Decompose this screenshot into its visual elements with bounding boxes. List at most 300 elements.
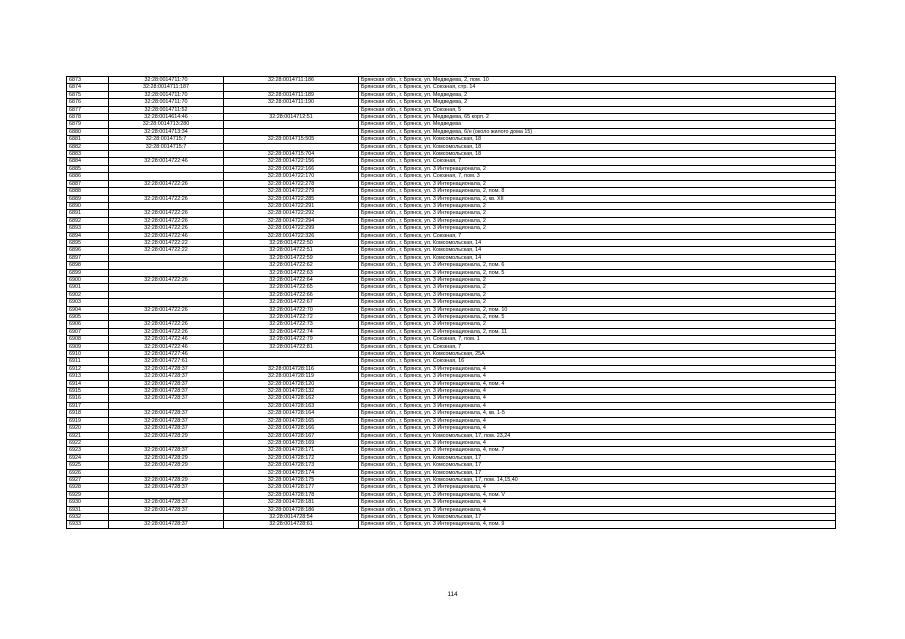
row-number-cell: 6890 — [67, 202, 109, 209]
row-number-cell: 6931 — [67, 506, 109, 513]
table-row — [67, 417, 836, 424]
table-row — [67, 114, 836, 121]
parcel-number-cell — [109, 165, 224, 172]
address-cell: Брянская обл., г. Брянск, ул. 3 Интернационала, 4, пом. 9 — [359, 521, 836, 528]
address-cell: Брянская обл., г. Брянск, ул. Комсомольская, 17 — [359, 513, 836, 520]
parcel-number-cell: 32:28:0014728:37 — [109, 380, 224, 387]
object-number-cell: 32:28:0014728:172 — [224, 454, 359, 461]
address-cell: Брянская обл., г. Брянск, ул. Комсомольская, 18 — [359, 151, 836, 158]
parcel-number-cell: 32:28:0014722:46 — [109, 158, 224, 165]
object-number-cell: 32:28:0014722:66 — [224, 291, 359, 298]
address-cell: Брянская обл., г. Брянск, ул. Медведева, 6/н (около жилого дома 15) — [359, 128, 836, 135]
object-number-cell: 32:28:0014722:63 — [224, 269, 359, 276]
parcel-number-cell: 32:28:0014728:37 — [109, 484, 224, 491]
table-row — [67, 158, 836, 165]
row-number-cell: 6920 — [67, 425, 109, 432]
object-number-cell: 32:28:0014728:169 — [224, 439, 359, 446]
object-number-cell: 32:28:0014722:50 — [224, 239, 359, 246]
object-number-cell: 32:28:0014728:167 — [224, 432, 359, 439]
address-cell: Брянская обл., г. Брянск, ул. 3 Интернационала, 2 — [359, 165, 836, 172]
row-number-cell: 6887 — [67, 180, 109, 187]
address-cell: Брянская обл., г. Брянск, ул. 3 Интернационала, 2, пом. 5 — [359, 314, 836, 321]
table-row — [67, 314, 836, 321]
row-number-cell: 6933 — [67, 521, 109, 528]
address-cell: Брянская обл., г. Брянск, ул. Союзная, 16 — [359, 358, 836, 365]
object-number-cell: 32:28:0014722:166 — [224, 165, 359, 172]
table-row — [67, 143, 836, 150]
parcel-number-cell: 32:28:0014722:26 — [109, 225, 224, 232]
address-cell: Брянская обл., г. Брянск, ул. Комсомольская, 14 — [359, 247, 836, 254]
object-number-cell: 32:28:0014722:279 — [224, 188, 359, 195]
row-number-cell: 6886 — [67, 173, 109, 180]
table-body — [67, 77, 836, 529]
address-cell: Брянская обл., г. Брянск, ул. 3 Интернационала, 4, кв. 1-5 — [359, 410, 836, 417]
object-number-cell: 32:28:0014722:64 — [224, 276, 359, 283]
parcel-number-cell — [109, 469, 224, 476]
address-cell: Брянская обл., г. Брянск, ул. Союзная, 5 — [359, 106, 836, 113]
parcel-number-cell — [109, 262, 224, 269]
object-number-cell: 32:28:0014728:61 — [224, 521, 359, 528]
address-cell: Брянская обл., г. Брянск, ул. Медведева, 2, пом. 10 — [359, 77, 836, 84]
address-cell: Брянская обл., г. Брянск, ул. Союзная, 7 — [359, 343, 836, 350]
table-row — [67, 84, 836, 91]
parcel-number-cell — [109, 254, 224, 261]
object-number-cell: 32:28:0014728:166 — [224, 425, 359, 432]
row-number-cell: 6899 — [67, 269, 109, 276]
row-number-cell: 6902 — [67, 291, 109, 298]
row-number-cell: 6895 — [67, 239, 109, 246]
table-row — [67, 499, 836, 506]
parcel-number-cell: 32:28:0014728:29 — [109, 476, 224, 483]
address-cell: Брянская обл., г. Брянск, ул. 3 Интернационала, 2, пом. 8 — [359, 188, 836, 195]
address-cell: Брянская обл., г. Брянск, ул. 3 Интернационала, 2 — [359, 284, 836, 291]
parcel-number-cell: 32:28:0014711:187 — [109, 84, 224, 91]
cadastral-table — [66, 76, 836, 529]
address-cell: Брянская обл., г. Брянск, ул. 3 Интернационала, 2, кв. XII — [359, 195, 836, 202]
table-row — [67, 358, 836, 365]
table-row — [67, 506, 836, 513]
address-cell: Брянская обл., г. Брянск, ул. Союзная, 7 — [359, 158, 836, 165]
row-number-cell: 6928 — [67, 484, 109, 491]
object-number-cell — [224, 128, 359, 135]
row-number-cell: 6885 — [67, 165, 109, 172]
address-cell: Брянская обл., г. Брянск, ул. 3 Интернационала, 4 — [359, 402, 836, 409]
address-cell: Брянская обл., г. Брянск, ул. 3 Интернационала, 4 — [359, 484, 836, 491]
address-cell: Брянская обл., г. Брянск, ул. Комсомольская, 18 — [359, 136, 836, 143]
address-cell: Брянская обл., г. Брянск, ул. Комсомольская, 17 — [359, 462, 836, 469]
table-row — [67, 439, 836, 446]
address-cell: Брянская обл., г. Брянск, ул. Комсомольская, 17 — [359, 454, 836, 461]
row-number-cell: 6891 — [67, 210, 109, 217]
address-cell: Брянская обл., г. Брянск, ул. 3 Интернационала, 4, пом. V — [359, 491, 836, 498]
row-number-cell: 6888 — [67, 188, 109, 195]
object-number-cell: 32:28:0014722:81 — [224, 343, 359, 350]
row-number-cell: 6909 — [67, 343, 109, 350]
table-row — [67, 173, 836, 180]
table-row — [67, 432, 836, 439]
object-number-cell: 32:28:0014712:51 — [224, 114, 359, 121]
row-number-cell: 6910 — [67, 351, 109, 358]
table-row — [67, 106, 836, 113]
row-number-cell: 6927 — [67, 476, 109, 483]
table-row — [67, 151, 836, 158]
address-cell: Брянская обл., г. Брянск, ул. 3 Интернационала, 4 — [359, 388, 836, 395]
parcel-number-cell: 32:28:0014728:37 — [109, 499, 224, 506]
parcel-number-cell: 32:28:0014728:37 — [109, 410, 224, 417]
row-number-cell: 6916 — [67, 395, 109, 402]
parcel-number-cell: 32:28:0014713:34 — [109, 128, 224, 135]
row-number-cell: 6921 — [67, 432, 109, 439]
parcel-number-cell: 32:28:0014711:70 — [109, 91, 224, 98]
object-number-cell: 32:28:0014722:67 — [224, 299, 359, 306]
parcel-number-cell: 32:28:0014722:22 — [109, 247, 224, 254]
table-row — [67, 99, 836, 106]
row-number-cell: 6884 — [67, 158, 109, 165]
address-cell: Брянская обл., г. Брянск, ул. 3 Интернационала, 4 — [359, 439, 836, 446]
object-number-cell — [224, 358, 359, 365]
parcel-number-cell: 32:28:0014722:26 — [109, 180, 224, 187]
row-number-cell: 6929 — [67, 491, 109, 498]
address-cell: Брянская обл., г. Брянск, ул. 3 Интернационала, 4 — [359, 365, 836, 372]
parcel-number-cell: 32:28:0014722:26 — [109, 217, 224, 224]
parcel-number-cell — [109, 513, 224, 520]
object-number-cell: 32:28:0014728:132 — [224, 388, 359, 395]
address-cell: Брянская обл., г. Брянск, ул. 3 Интернационала, 2 — [359, 202, 836, 209]
parcel-number-cell: 32:28:0014711:70 — [109, 77, 224, 84]
table-row — [67, 476, 836, 483]
address-cell: Брянская обл., г. Брянск, ул. 3 Интернационала, 4 — [359, 506, 836, 513]
parcel-number-cell — [109, 291, 224, 298]
address-cell: Брянская обл., г. Брянск, ул. 3 Интернационала, 2, пом. 10 — [359, 306, 836, 313]
table-row — [67, 254, 836, 261]
table-row — [67, 351, 836, 358]
table-row — [67, 247, 836, 254]
parcel-number-cell: 32:28:0014715:7 — [109, 136, 224, 143]
address-cell: Брянская обл., г. Брянск, ул. 3 Интернационала, 4, пом. 4 — [359, 380, 836, 387]
row-number-cell: 6924 — [67, 454, 109, 461]
parcel-number-cell: 32:28:0014728:29 — [109, 454, 224, 461]
row-number-cell: 6875 — [67, 91, 109, 98]
address-cell: Брянская обл., г. Брянск, ул. Комсомольская, 25А — [359, 351, 836, 358]
object-number-cell: 32:28:0014722:294 — [224, 217, 359, 224]
table-row — [67, 262, 836, 269]
table-row — [67, 321, 836, 328]
address-cell: Брянская обл., г. Брянск, ул. Союзная, стр. 14 — [359, 84, 836, 91]
object-number-cell: 32:28:0014715:704 — [224, 151, 359, 158]
table-row — [67, 402, 836, 409]
table-row — [67, 306, 836, 313]
page-number: 114 — [447, 591, 458, 598]
row-number-cell: 6913 — [67, 373, 109, 380]
object-number-cell: 32:28:0014728:174 — [224, 469, 359, 476]
parcel-number-cell: 32:28:0014711:52 — [109, 106, 224, 113]
object-number-cell: 32:28:0014722:292 — [224, 210, 359, 217]
object-number-cell: 32:28:0014728:171 — [224, 447, 359, 454]
object-number-cell: 32:28:0014711:189 — [224, 91, 359, 98]
object-number-cell: 32:28:0014728:177 — [224, 484, 359, 491]
object-number-cell: 32:28:0014722:291 — [224, 202, 359, 209]
table-row — [67, 513, 836, 520]
table-row — [67, 491, 836, 498]
table-row — [67, 239, 836, 246]
address-cell: Брянская обл., г. Брянск, ул. Медведева, 65 корп. 2 — [359, 114, 836, 121]
row-number-cell: 6907 — [67, 328, 109, 335]
object-number-cell: 32:28:0014728:162 — [224, 395, 359, 402]
object-number-cell: 32:28:0014728:178 — [224, 491, 359, 498]
row-number-cell: 6903 — [67, 299, 109, 306]
object-number-cell: 32:28:0014715:505 — [224, 136, 359, 143]
table-row — [67, 284, 836, 291]
row-number-cell: 6893 — [67, 225, 109, 232]
table-row — [67, 121, 836, 128]
parcel-number-cell — [109, 314, 224, 321]
address-cell: Брянская обл., г. Брянск, ул. 3 Интернационала, 4 — [359, 417, 836, 424]
table-row — [67, 336, 836, 343]
parcel-number-cell — [109, 151, 224, 158]
row-number-cell: 6930 — [67, 499, 109, 506]
table-row — [67, 202, 836, 209]
object-number-cell: 32:28:0014722:51 — [224, 247, 359, 254]
object-number-cell: 32:28:0014722:73 — [224, 321, 359, 328]
table-row — [67, 328, 836, 335]
parcel-number-cell: 32:28:0014728:37 — [109, 395, 224, 402]
parcel-number-cell: 32:28:0014727:46 — [109, 351, 224, 358]
table-row — [67, 195, 836, 202]
table-row — [67, 188, 836, 195]
row-number-cell: 6925 — [67, 462, 109, 469]
table-row — [67, 469, 836, 476]
row-number-cell: 6889 — [67, 195, 109, 202]
parcel-number-cell — [109, 299, 224, 306]
row-number-cell: 6918 — [67, 410, 109, 417]
table-row — [67, 365, 836, 372]
parcel-number-cell: 32:28:0014722:46 — [109, 343, 224, 350]
parcel-number-cell: 32:28:0014614:46 — [109, 114, 224, 121]
parcel-number-cell: 32:28:0014722:26 — [109, 321, 224, 328]
row-number-cell: 6926 — [67, 469, 109, 476]
row-number-cell: 6881 — [67, 136, 109, 143]
row-number-cell: 6922 — [67, 439, 109, 446]
object-number-cell: 32:28:0014728:181 — [224, 499, 359, 506]
address-cell: Брянская обл., г. Брянск, ул. Комсомольская, 14 — [359, 239, 836, 246]
row-number-cell: 6917 — [67, 402, 109, 409]
object-number-cell: 32:28:0014722:72 — [224, 314, 359, 321]
row-number-cell: 6905 — [67, 314, 109, 321]
address-cell: Брянская обл., г. Брянск, ул. 3 Интернационала, 2 — [359, 217, 836, 224]
parcel-number-cell: 32:28:0014722:26 — [109, 210, 224, 217]
table-row — [67, 232, 836, 239]
address-cell: Брянская обл., г. Брянск, ул. Медведева, 2 — [359, 99, 836, 106]
row-number-cell: 6877 — [67, 106, 109, 113]
row-number-cell: 6897 — [67, 254, 109, 261]
table-row — [67, 165, 836, 172]
address-cell: Брянская обл., г. Брянск, ул. Комсомольская, 17 — [359, 469, 836, 476]
object-number-cell: 32:28:0014722:59 — [224, 254, 359, 261]
address-cell: Брянская обл., г. Брянск, ул. Комсомольская, 14 — [359, 254, 836, 261]
table-row — [67, 425, 836, 432]
row-number-cell: 6876 — [67, 99, 109, 106]
row-number-cell: 6908 — [67, 336, 109, 343]
object-number-cell: 32:28:0014722:62 — [224, 262, 359, 269]
address-cell: Брянская обл., г. Брянск, ул. 3 Интернационала, 2 — [359, 210, 836, 217]
address-cell: Брянская обл., г. Брянск, ул. Комсомольская, 18 — [359, 143, 836, 150]
row-number-cell: 6896 — [67, 247, 109, 254]
parcel-number-cell: 32:28:0014727:61 — [109, 358, 224, 365]
row-number-cell: 6900 — [67, 276, 109, 283]
object-number-cell — [224, 84, 359, 91]
object-number-cell: 32:28:0014722:70 — [224, 306, 359, 313]
object-number-cell: 32:28:0014728:163 — [224, 402, 359, 409]
row-number-cell: 6894 — [67, 232, 109, 239]
object-number-cell: 32:28:0014722:299 — [224, 225, 359, 232]
address-cell: Брянская обл., г. Брянск, ул. 3 Интернационала, 2 — [359, 180, 836, 187]
parcel-number-cell: 32:28:0014728:37 — [109, 417, 224, 424]
object-number-cell: 32:28:0014728:120 — [224, 380, 359, 387]
parcel-number-cell — [109, 284, 224, 291]
object-number-cell: 32:28:0014722:65 — [224, 284, 359, 291]
parcel-number-cell: 32:28:0014728:37 — [109, 521, 224, 528]
parcel-number-cell — [109, 491, 224, 498]
address-cell: Брянская обл., г. Брянск, ул. 3 Интернационала, 2, пом. 5 — [359, 269, 836, 276]
object-number-cell: 32:28:0014728:119 — [224, 373, 359, 380]
row-number-cell: 6919 — [67, 417, 109, 424]
row-number-cell: 6932 — [67, 513, 109, 520]
address-cell: Брянская обл., г. Брянск, ул. 3 Интернационала, 4, пом. 7 — [359, 447, 836, 454]
parcel-number-cell: 32:28:0014722:46 — [109, 336, 224, 343]
address-cell: Брянская обл., г. Брянск, ул. 3 Интернационала, 2, пом. 11 — [359, 328, 836, 335]
address-cell: Брянская обл., г. Брянск, ул. Медведева — [359, 121, 836, 128]
table-row — [67, 299, 836, 306]
parcel-number-cell: 32:28:0014728:37 — [109, 447, 224, 454]
object-number-cell: 32:28:0014728:54 — [224, 513, 359, 520]
table-row — [67, 410, 836, 417]
object-number-cell — [224, 106, 359, 113]
table-row — [67, 225, 836, 232]
row-number-cell: 6904 — [67, 306, 109, 313]
row-number-cell: 6873 — [67, 77, 109, 84]
object-number-cell: 32:28:0014722:74 — [224, 328, 359, 335]
address-cell: Брянская обл., г. Брянск, ул. 3 Интернационала, 4 — [359, 499, 836, 506]
object-number-cell: 32:28:0014728:116 — [224, 365, 359, 372]
object-number-cell: 32:28:0014722:285 — [224, 195, 359, 202]
address-cell: Брянская обл., г. Брянск, ул. 3 Интернационала, 2 — [359, 321, 836, 328]
address-cell: Брянская обл., г. Брянск, ул. Союзная, 7, пом. 3 — [359, 173, 836, 180]
object-number-cell: 32:28:0014728:165 — [224, 417, 359, 424]
object-number-cell — [224, 143, 359, 150]
object-number-cell: 32:28:0014711:186 — [224, 77, 359, 84]
table-row — [67, 343, 836, 350]
object-number-cell: 32:28:0014722:79 — [224, 336, 359, 343]
row-number-cell: 6882 — [67, 143, 109, 150]
parcel-number-cell: 32:28:0014728:29 — [109, 432, 224, 439]
row-number-cell: 6911 — [67, 358, 109, 365]
parcel-number-cell: 32:28:0014728:37 — [109, 365, 224, 372]
row-number-cell: 6892 — [67, 217, 109, 224]
address-cell: Брянская обл., г. Брянск, ул. 3 Интернационала, 2 — [359, 291, 836, 298]
table-row — [67, 217, 836, 224]
object-number-cell — [224, 121, 359, 128]
parcel-number-cell — [109, 402, 224, 409]
row-number-cell: 6878 — [67, 114, 109, 121]
object-number-cell: 32:28:0014728:173 — [224, 462, 359, 469]
object-number-cell — [224, 351, 359, 358]
parcel-number-cell: 32:28:0014728:29 — [109, 462, 224, 469]
parcel-number-cell: 32:28:0014722:46 — [109, 232, 224, 239]
address-cell: Брянская обл., г. Брянск, ул. Комсомольская, 17, пом. 14,15,40 — [359, 476, 836, 483]
address-cell: Брянская обл., г. Брянск, ул. 3 Интернационала, 2 — [359, 225, 836, 232]
object-number-cell: 32:28:0014722:278 — [224, 180, 359, 187]
address-cell: Брянская обл., г. Брянск, ул. 3 Интернационала, 2 — [359, 299, 836, 306]
parcel-number-cell — [109, 188, 224, 195]
table-row — [67, 91, 836, 98]
parcel-number-cell — [109, 202, 224, 209]
row-number-cell: 6874 — [67, 84, 109, 91]
address-cell: Брянская обл., г. Брянск, ул. 3 Интернационала, 4 — [359, 425, 836, 432]
address-cell: Брянская обл., г. Брянск, ул. Комсомольская, 17, пом. 23,24 — [359, 432, 836, 439]
table-row — [67, 395, 836, 402]
row-number-cell: 6923 — [67, 447, 109, 454]
parcel-number-cell — [109, 439, 224, 446]
address-cell: Брянская обл., г. Брянск, ул. 3 Интернационала, 4 — [359, 373, 836, 380]
address-cell: Брянская обл., г. Брянск, ул. Союзная, 7 — [359, 232, 836, 239]
table-row — [67, 388, 836, 395]
parcel-number-cell: 32:28:0014722:26 — [109, 276, 224, 283]
table-row — [67, 77, 836, 84]
object-number-cell: 32:28:0014728:186 — [224, 506, 359, 513]
parcel-number-cell — [109, 173, 224, 180]
parcel-number-cell: 32:28:0014713:280 — [109, 121, 224, 128]
table-row — [67, 180, 836, 187]
row-number-cell: 6912 — [67, 365, 109, 372]
table-row — [67, 454, 836, 461]
row-number-cell: 6898 — [67, 262, 109, 269]
parcel-number-cell: 32:28:0014715:7 — [109, 143, 224, 150]
row-number-cell: 6915 — [67, 388, 109, 395]
parcel-number-cell: 32:28:0014722:26 — [109, 195, 224, 202]
parcel-number-cell: 32:28:0014728:37 — [109, 388, 224, 395]
object-number-cell: 32:28:0014711:190 — [224, 99, 359, 106]
parcel-number-cell: 32:28:0014722:26 — [109, 306, 224, 313]
table-row — [67, 276, 836, 283]
object-number-cell: 32:28:0014728:164 — [224, 410, 359, 417]
table-row — [67, 484, 836, 491]
parcel-number-cell: 32:28:0014722:22 — [109, 239, 224, 246]
row-number-cell: 6914 — [67, 380, 109, 387]
row-number-cell: 6906 — [67, 321, 109, 328]
row-number-cell: 6880 — [67, 128, 109, 135]
table-row — [67, 373, 836, 380]
table-row — [67, 136, 836, 143]
table-row — [67, 291, 836, 298]
address-cell: Брянская обл., г. Брянск, ул. Союзная, 7, пом. 1 — [359, 336, 836, 343]
address-cell: Брянская обл., г. Брянск, ул. 3 Интернационала, 4 — [359, 395, 836, 402]
object-number-cell: 32:28:0014728:175 — [224, 476, 359, 483]
parcel-number-cell: 32:28:0014722:26 — [109, 328, 224, 335]
parcel-number-cell: 32:28:0014728:37 — [109, 506, 224, 513]
address-cell: Брянская обл., г. Брянск, ул. 3 Интернационала, 2, пом. 6 — [359, 262, 836, 269]
parcel-number-cell: 32:28:0014728:37 — [109, 373, 224, 380]
table-row — [67, 210, 836, 217]
parcel-number-cell: 32:28:0014728:37 — [109, 425, 224, 432]
table-row — [67, 128, 836, 135]
object-number-cell: 32:28:0014722:156 — [224, 158, 359, 165]
table-row — [67, 269, 836, 276]
row-number-cell: 6879 — [67, 121, 109, 128]
address-cell: Брянская обл., г. Брянск, ул. Медведева, 2 — [359, 91, 836, 98]
table-row — [67, 462, 836, 469]
row-number-cell: 6883 — [67, 151, 109, 158]
address-cell: Брянская обл., г. Брянск, ул. 3 Интернационала, 2 — [359, 276, 836, 283]
